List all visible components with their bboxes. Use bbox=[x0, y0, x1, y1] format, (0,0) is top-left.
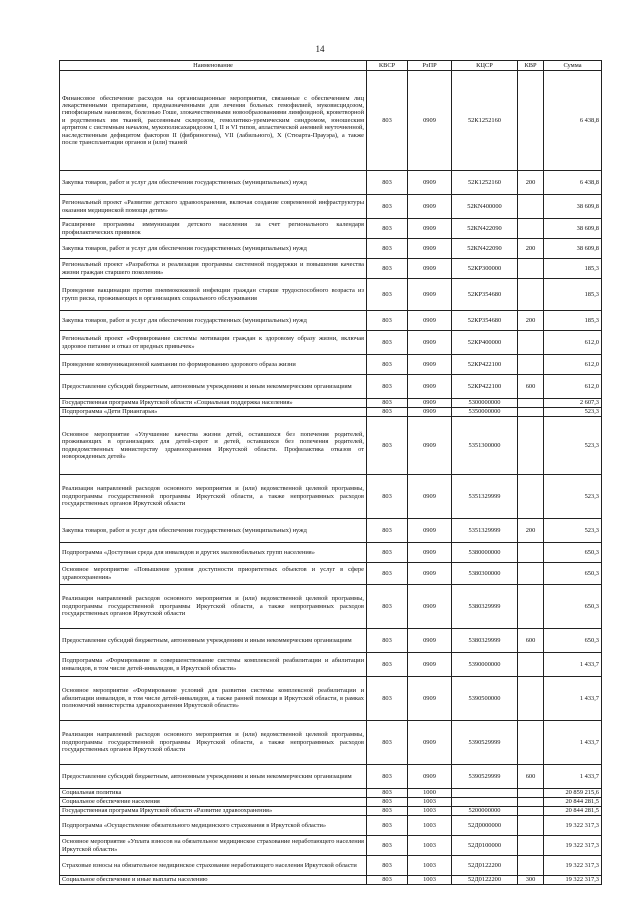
cell-kcsr: 5380329999 bbox=[452, 629, 518, 653]
cell-name: Региональный проект «Формирование системы мотивации граждан к здоровому образу жизни, включая здоровое питание и отказ от вредных привычек» bbox=[60, 331, 367, 355]
table-row bbox=[60, 71, 602, 171]
cell-rzpr: 0909 bbox=[408, 417, 452, 475]
cell-kvsr: 803 bbox=[367, 543, 408, 563]
cell-kvsr: 803 bbox=[367, 789, 408, 798]
cell-sum: 612,0 bbox=[544, 375, 602, 399]
cell-sum: 185,3 bbox=[544, 279, 602, 311]
cell-rzpr: 1003 bbox=[408, 856, 452, 876]
cell-name: Региональный проект «Разработка и реализация программы системной поддержки и повышения качества жизни граждан старшего поколения» bbox=[60, 259, 367, 279]
cell-kvr bbox=[518, 789, 544, 798]
cell-name: Подпрограмма «Осуществление обязательного медицинского страхования в Иркутской области» bbox=[60, 816, 367, 836]
cell-sum: 20 844 281,5 bbox=[544, 807, 602, 816]
cell-kcsr: 52Д0100000 bbox=[452, 836, 518, 856]
cell-rzpr: 1003 bbox=[408, 798, 452, 807]
cell-rzpr: 0909 bbox=[408, 375, 452, 399]
cell-kcsr: 52К1252160 bbox=[452, 71, 518, 171]
cell-name: Финансовое обеспечение расходов на организационные мероприятия, связанные с обеспечением лиц лекарственными препаратами, предназначенными для лечения больных гемофилией, муковисцидозом, гипофизарным нанизмом, болезнью Гоше, злокачественными новообразованиями лимфоидной, кроветворной и родственных им тканей, рассеянным склерозом, гемолитико-уремическим синдромом, юношеским артритом с системным началом, мукополисахаридозом I, II и VI типов, апластической анемией неуточненной, наследственным дефицитом факторов II (фибриногена), VII (лабильного), X (Стюарта-Прауэра), а также после трансплантации органов и (или) тканей bbox=[60, 71, 367, 171]
cell-rzpr: 1003 bbox=[408, 807, 452, 816]
cell-sum: 650,3 bbox=[544, 563, 602, 585]
cell-kvsr: 803 bbox=[367, 171, 408, 195]
cell-kcsr: 52КР422100 bbox=[452, 355, 518, 375]
table-row bbox=[60, 417, 602, 475]
cell-kvsr: 803 bbox=[367, 279, 408, 311]
table-row bbox=[60, 543, 602, 563]
cell-kvr: 200 bbox=[518, 311, 544, 331]
cell-rzpr: 0909 bbox=[408, 653, 452, 677]
cell-kvsr: 803 bbox=[367, 836, 408, 856]
cell-kcsr: 5351329999 bbox=[452, 475, 518, 519]
table-row bbox=[60, 807, 602, 816]
cell-rzpr: 0909 bbox=[408, 259, 452, 279]
cell-kvsr: 803 bbox=[367, 721, 408, 765]
table-row bbox=[60, 876, 602, 885]
cell-kvr bbox=[518, 836, 544, 856]
header-name: Наименование bbox=[60, 61, 367, 71]
table-row bbox=[60, 677, 602, 721]
table-row bbox=[60, 355, 602, 375]
cell-kvsr: 803 bbox=[367, 408, 408, 417]
cell-kcsr: 5351329999 bbox=[452, 519, 518, 543]
cell-rzpr: 0909 bbox=[408, 71, 452, 171]
cell-name: Подпрограмма «Доступная среда для инвалидов и других маломобильных групп населения» bbox=[60, 543, 367, 563]
cell-kcsr: 52К1252160 bbox=[452, 171, 518, 195]
cell-name: Закупка товаров, работ и услуг для обеспечения государственных (муниципальных) нужд bbox=[60, 311, 367, 331]
cell-name: Основное мероприятие «Повышение уровня доступности приоритетных объектов и услуг в сфере здравоохранения» bbox=[60, 563, 367, 585]
cell-kvsr: 803 bbox=[367, 259, 408, 279]
cell-kvr bbox=[518, 399, 544, 408]
cell-sum: 523,3 bbox=[544, 417, 602, 475]
cell-name: Социальная политика bbox=[60, 789, 367, 798]
header-kvr: КВР bbox=[518, 61, 544, 71]
cell-name: Подпрограмма «Дети Приангарья» bbox=[60, 408, 367, 417]
table-row bbox=[60, 259, 602, 279]
cell-name: Социальное обеспечение и иные выплаты населению bbox=[60, 876, 367, 885]
cell-rzpr: 0909 bbox=[408, 519, 452, 543]
cell-kcsr: 5380300000 bbox=[452, 563, 518, 585]
cell-kvr bbox=[518, 543, 544, 563]
table-row bbox=[60, 721, 602, 765]
cell-kvr bbox=[518, 219, 544, 239]
cell-kvsr: 803 bbox=[367, 677, 408, 721]
cell-sum: 19 322 317,3 bbox=[544, 856, 602, 876]
cell-kcsr: 52КN422090 bbox=[452, 219, 518, 239]
cell-name: Социальное обеспечение населения bbox=[60, 798, 367, 807]
cell-kvsr: 803 bbox=[367, 195, 408, 219]
cell-name: Предоставление субсидий бюджетным, автономным учреждениям и иным некоммерческим организациям bbox=[60, 765, 367, 789]
cell-sum: 19 322 317,3 bbox=[544, 836, 602, 856]
cell-kvsr: 803 bbox=[367, 399, 408, 408]
table-row bbox=[60, 219, 602, 239]
cell-kcsr: 52Д0122200 bbox=[452, 856, 518, 876]
cell-kcsr: 5390529999 bbox=[452, 765, 518, 789]
cell-kvr: 200 bbox=[518, 239, 544, 259]
cell-kvsr: 803 bbox=[367, 765, 408, 789]
cell-kvsr: 803 bbox=[367, 807, 408, 816]
cell-name: Подпрограмма «Формирование и совершенствование системы комплексной реабилитации и абилитации инвалидов, в том числе детей-инвалидов, в Иркутской области» bbox=[60, 653, 367, 677]
cell-kvsr: 803 bbox=[367, 355, 408, 375]
cell-kcsr: 5351300000 bbox=[452, 417, 518, 475]
cell-kcsr: 52Д0122200 bbox=[452, 876, 518, 885]
cell-kcsr: 52КР422100 bbox=[452, 375, 518, 399]
cell-kvsr: 803 bbox=[367, 417, 408, 475]
cell-name: Государственная программа Иркутской области «Социальная поддержка населения» bbox=[60, 399, 367, 408]
cell-kcsr: 5390529999 bbox=[452, 721, 518, 765]
cell-rzpr: 0909 bbox=[408, 563, 452, 585]
cell-rzpr: 0909 bbox=[408, 355, 452, 375]
cell-kvr bbox=[518, 677, 544, 721]
cell-name: Основное мероприятие «Формирование условий для развития системы комплексной реабилитации и абилитации инвалидов, в том числе детей-инвалидов, а также ранней помощи в Иркутской области, в рамках полномочий министерства здравоохранения Иркутской области» bbox=[60, 677, 367, 721]
table-row bbox=[60, 311, 602, 331]
table-row bbox=[60, 171, 602, 195]
cell-rzpr: 0909 bbox=[408, 475, 452, 519]
cell-sum: 523,3 bbox=[544, 408, 602, 417]
cell-kvsr: 803 bbox=[367, 653, 408, 677]
cell-kvsr: 803 bbox=[367, 311, 408, 331]
header-sum: Сумма bbox=[544, 61, 602, 71]
table-row bbox=[60, 519, 602, 543]
cell-kcsr: 52КР354680 bbox=[452, 279, 518, 311]
table-row bbox=[60, 816, 602, 836]
cell-sum: 523,3 bbox=[544, 519, 602, 543]
cell-kcsr: 5380329999 bbox=[452, 585, 518, 629]
cell-rzpr: 0909 bbox=[408, 331, 452, 355]
cell-kcsr: 52Д0000000 bbox=[452, 816, 518, 836]
table-header-row bbox=[60, 61, 602, 71]
cell-rzpr: 0909 bbox=[408, 171, 452, 195]
table-row bbox=[60, 836, 602, 856]
cell-name: Страховые взносы на обязательное медицинское страхование неработающего населения Иркутской области bbox=[60, 856, 367, 876]
cell-name: Проведение вакцинации против пневмококковой инфекции граждан старше трудоспособного возраста из групп риска, проживающих в организациях социального обслуживания bbox=[60, 279, 367, 311]
cell-kvsr: 803 bbox=[367, 629, 408, 653]
cell-kvr bbox=[518, 475, 544, 519]
cell-sum: 6 438,8 bbox=[544, 71, 602, 171]
table-row bbox=[60, 331, 602, 355]
cell-kvr: 200 bbox=[518, 519, 544, 543]
table-row bbox=[60, 585, 602, 629]
cell-rzpr: 0909 bbox=[408, 195, 452, 219]
cell-kcsr: 5380000000 bbox=[452, 543, 518, 563]
cell-sum: 650,3 bbox=[544, 629, 602, 653]
cell-kcsr: 52КN400000 bbox=[452, 195, 518, 219]
cell-sum: 20 859 215,6 bbox=[544, 789, 602, 798]
cell-kvr bbox=[518, 653, 544, 677]
table-row bbox=[60, 789, 602, 798]
cell-rzpr: 1003 bbox=[408, 816, 452, 836]
header-kvsr: КВСР bbox=[367, 61, 408, 71]
cell-rzpr: 0909 bbox=[408, 585, 452, 629]
cell-kcsr: 52КР400000 bbox=[452, 331, 518, 355]
table-row bbox=[60, 563, 602, 585]
cell-kvr: 600 bbox=[518, 765, 544, 789]
table-row bbox=[60, 239, 602, 259]
cell-kvsr: 803 bbox=[367, 856, 408, 876]
cell-kcsr: 5300000000 bbox=[452, 399, 518, 408]
cell-sum: 20 844 281,5 bbox=[544, 798, 602, 807]
cell-kcsr bbox=[452, 798, 518, 807]
cell-kvr bbox=[518, 563, 544, 585]
cell-rzpr: 0909 bbox=[408, 765, 452, 789]
cell-kcsr: 5390000000 bbox=[452, 653, 518, 677]
cell-name: Закупка товаров, работ и услуг для обеспечения государственных (муниципальных) нужд bbox=[60, 171, 367, 195]
header-rzpr: РзПР bbox=[408, 61, 452, 71]
cell-kvr bbox=[518, 408, 544, 417]
cell-kvsr: 803 bbox=[367, 331, 408, 355]
table-row bbox=[60, 653, 602, 677]
budget-table bbox=[59, 60, 602, 885]
cell-kvsr: 803 bbox=[367, 798, 408, 807]
cell-sum: 38 609,8 bbox=[544, 239, 602, 259]
cell-kvsr: 803 bbox=[367, 239, 408, 259]
cell-sum: 1 433,7 bbox=[544, 765, 602, 789]
cell-rzpr: 0909 bbox=[408, 311, 452, 331]
cell-rzpr: 0909 bbox=[408, 543, 452, 563]
cell-kvsr: 803 bbox=[367, 475, 408, 519]
cell-kcsr: 52КN422090 bbox=[452, 239, 518, 259]
cell-kcsr: 52КР300000 bbox=[452, 259, 518, 279]
header-kcsr: КЦСР bbox=[452, 61, 518, 71]
table-row bbox=[60, 765, 602, 789]
cell-kvr: 200 bbox=[518, 171, 544, 195]
cell-rzpr: 1003 bbox=[408, 836, 452, 856]
cell-kcsr: 5350000000 bbox=[452, 408, 518, 417]
cell-kvsr: 803 bbox=[367, 816, 408, 836]
cell-sum: 612,0 bbox=[544, 355, 602, 375]
cell-kvr bbox=[518, 195, 544, 219]
page-number: 14 bbox=[315, 44, 325, 54]
cell-kvr bbox=[518, 816, 544, 836]
cell-sum: 612,0 bbox=[544, 331, 602, 355]
cell-kvsr: 803 bbox=[367, 585, 408, 629]
cell-kvr bbox=[518, 279, 544, 311]
cell-sum: 523,3 bbox=[544, 475, 602, 519]
cell-name: Реализация направлений расходов основного мероприятия и (или) ведомственной целевой программы, подпрограммы государственной программы Иркутской области, а также непрограммных расходов государственных органов Иркутской области bbox=[60, 721, 367, 765]
cell-kvr: 300 bbox=[518, 876, 544, 885]
cell-kvr bbox=[518, 417, 544, 475]
cell-kcsr: 5200000000 bbox=[452, 807, 518, 816]
cell-rzpr: 0909 bbox=[408, 629, 452, 653]
cell-name: Закупка товаров, работ и услуг для обеспечения государственных (муниципальных) нужд bbox=[60, 519, 367, 543]
cell-kvsr: 803 bbox=[367, 519, 408, 543]
cell-name: Закупка товаров, работ и услуг для обеспечения государственных (муниципальных) нужд bbox=[60, 239, 367, 259]
cell-kvr: 600 bbox=[518, 629, 544, 653]
cell-name: Предоставление субсидий бюджетным, автономным учреждениям и иным некоммерческим организациям bbox=[60, 375, 367, 399]
cell-rzpr: 1000 bbox=[408, 789, 452, 798]
table-row bbox=[60, 798, 602, 807]
cell-sum: 38 609,8 bbox=[544, 219, 602, 239]
cell-kvr bbox=[518, 585, 544, 629]
cell-name: Проведение коммуникационной кампании по формированию здорового образа жизни bbox=[60, 355, 367, 375]
cell-kcsr bbox=[452, 789, 518, 798]
cell-kvr bbox=[518, 798, 544, 807]
cell-sum: 1 433,7 bbox=[544, 677, 602, 721]
cell-name: Государственная программа Иркутской области «Развитие здравоохранения» bbox=[60, 807, 367, 816]
table-row bbox=[60, 629, 602, 653]
cell-sum: 1 433,7 bbox=[544, 653, 602, 677]
cell-kvsr: 803 bbox=[367, 219, 408, 239]
table-row bbox=[60, 408, 602, 417]
cell-kcsr: 52КР354680 bbox=[452, 311, 518, 331]
cell-kvr: 600 bbox=[518, 375, 544, 399]
cell-kcsr: 5390500000 bbox=[452, 677, 518, 721]
cell-rzpr: 0909 bbox=[408, 721, 452, 765]
cell-rzpr: 0909 bbox=[408, 219, 452, 239]
cell-name: Предоставление субсидий бюджетным, автономным учреждениям и иным некоммерческим организациям bbox=[60, 629, 367, 653]
cell-kvr bbox=[518, 71, 544, 171]
cell-sum: 6 438,8 bbox=[544, 171, 602, 195]
cell-name: Основное мероприятие «Уплата взносов на обязательное медицинское страхование неработающего населения Иркутской области» bbox=[60, 836, 367, 856]
cell-rzpr: 0909 bbox=[408, 408, 452, 417]
cell-kvr bbox=[518, 355, 544, 375]
cell-name: Реализация направлений расходов основного мероприятия и (или) ведомственной целевой программы, подпрограммы государственной программы Иркутской области, а также непрограммных расходов государственных органов Иркутской области bbox=[60, 585, 367, 629]
table-row bbox=[60, 195, 602, 219]
cell-sum: 19 322 317,3 bbox=[544, 816, 602, 836]
cell-sum: 185,3 bbox=[544, 259, 602, 279]
cell-sum: 1 433,7 bbox=[544, 721, 602, 765]
table-row bbox=[60, 856, 602, 876]
cell-kvsr: 803 bbox=[367, 375, 408, 399]
cell-sum: 650,3 bbox=[544, 585, 602, 629]
table-row bbox=[60, 375, 602, 399]
cell-sum: 650,3 bbox=[544, 543, 602, 563]
cell-kvr bbox=[518, 856, 544, 876]
cell-rzpr: 0909 bbox=[408, 399, 452, 408]
cell-name: Реализация направлений расходов основного мероприятия и (или) ведомственной целевой программы, подпрограммы государственной программы Иркутской области, а также непрограммных расходов государственных органов Иркутской области bbox=[60, 475, 367, 519]
table-row bbox=[60, 279, 602, 311]
cell-sum: 19 322 317,3 bbox=[544, 876, 602, 885]
cell-name: Основное мероприятие «Улучшение качества жизни детей, оставшихся без попечения родителей, проживающих в организациях для детей-сирот и детей, оставшихся без попечения родителей, подведомственных министерству здравоохранения Иркутской области. Профилактика отказов от новорожденных детей» bbox=[60, 417, 367, 475]
table-row bbox=[60, 475, 602, 519]
cell-kvsr: 803 bbox=[367, 876, 408, 885]
cell-kvsr: 803 bbox=[367, 71, 408, 171]
cell-kvsr: 803 bbox=[367, 563, 408, 585]
cell-kvr bbox=[518, 807, 544, 816]
cell-rzpr: 1003 bbox=[408, 876, 452, 885]
cell-rzpr: 0909 bbox=[408, 239, 452, 259]
table-row bbox=[60, 399, 602, 408]
cell-sum: 38 609,8 bbox=[544, 195, 602, 219]
cell-rzpr: 0909 bbox=[408, 677, 452, 721]
cell-rzpr: 0909 bbox=[408, 279, 452, 311]
cell-kvr bbox=[518, 721, 544, 765]
cell-name: Расширение программы иммунизации детского населения за счет регионального календаря профилактических прививок bbox=[60, 219, 367, 239]
cell-sum: 185,3 bbox=[544, 311, 602, 331]
cell-sum: 2 607,3 bbox=[544, 399, 602, 408]
cell-kvr bbox=[518, 331, 544, 355]
cell-name: Региональный проект «Развитие детского здравоохранения, включая создание современной инфраструктуры оказания медицинской помощи детям» bbox=[60, 195, 367, 219]
cell-kvr bbox=[518, 259, 544, 279]
